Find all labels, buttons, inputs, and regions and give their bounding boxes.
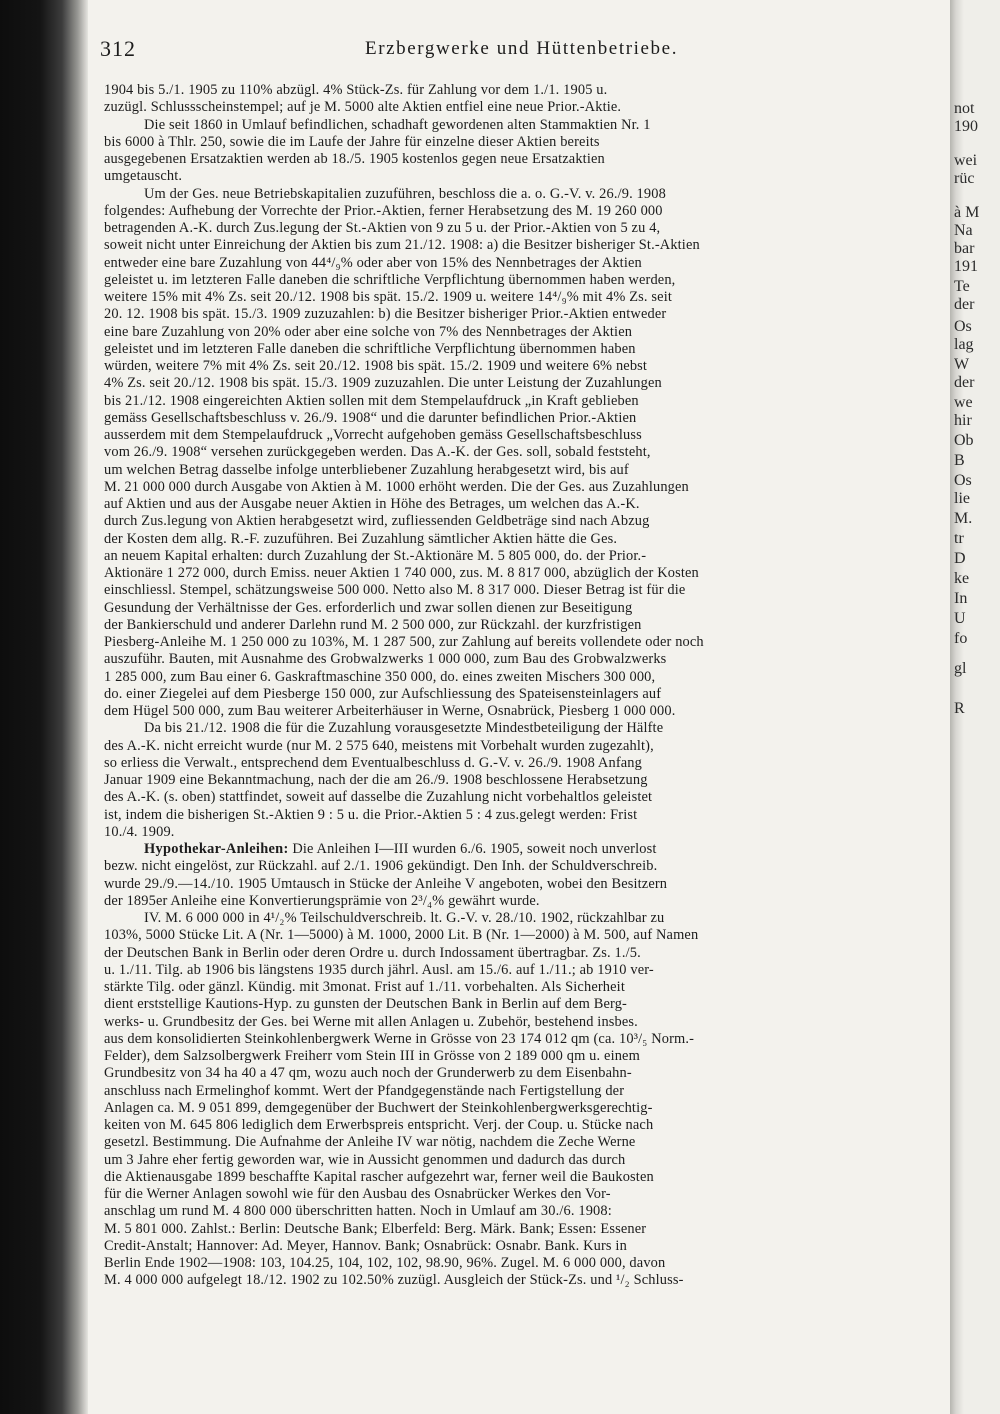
text-line: folgendes: Aufhebung der Vorrechte der Prior.-Aktien, ferner Herabsetzung des M. 19 260 000: [104, 202, 663, 219]
margin-fragment: bar: [954, 240, 975, 257]
margin-fragment: hir: [954, 412, 972, 429]
margin-fragment: Os: [954, 318, 972, 335]
text-line: durch Zus.legung von Aktien herabgesetzt wird, zufliessenden Geldbeträge sind nach Abzug: [104, 513, 650, 530]
text-line: der Bankierschuld und anderer Darlehn rund M. 2 500 000, zur Rückzahl. der kurzfristigen: [104, 616, 642, 633]
text-line: ausserdem mit dem Stempelaufdruck „Vorrecht aufgehoben gemäss Gesellschaftsbeschluss: [104, 427, 642, 443]
text-line: Piesberg-Anleihe M. 1 250 000 zu 103%, M. 1 287 500, zur Zahlung auf bereits vollendete oder noch: [104, 634, 704, 650]
margin-fragment: 190: [954, 118, 978, 135]
text-line: umgetauscht.: [104, 168, 183, 185]
text-line: [104, 841, 896, 858]
margin-fragment: tr: [954, 530, 964, 547]
margin-fragment: M.: [954, 510, 973, 527]
text-line: Gesundung der Verhältnisse der Ges. erforderlich und zwar sollen dienen zur Beseitigung: [104, 599, 633, 616]
text-line: entweder eine bare Zuzahlung von 44⁴/₉% oder aber von 15% des Nennbetrages der Aktien: [104, 254, 642, 271]
text-line: des A.-K. (s. oben) stattfindet, soweit auf dasselbe die Zuzahlung nicht vorbehaltlos geleistet: [104, 789, 653, 806]
text-line: bis 6000 à Thlr. 250, sowie die im Laufe der Jahre für einzelne dieser Aktien bereits: [104, 133, 600, 150]
text-line: stärkte Tilg. oder gänzl. Kündig. mit 3monat. Frist auf 1./11. vorbehalten. Als Sicherheit: [104, 979, 625, 995]
text-line: soweit nicht unter Einreichung der Aktien bis zum 21./12. 1908: a) die Besitzer bisheriger St.-Aktien: [104, 237, 700, 254]
margin-fragment: R: [954, 700, 965, 717]
margin-fragment: lag: [954, 336, 974, 353]
text-line: eine bare Zuzahlung von 20% oder aber eine solche von 7% des Nennbetrages der Aktien: [104, 323, 633, 340]
text-line: Grundbesitz von 34 ha 40 a 47 qm, wozu auch noch der Grunderwerb zu dem Eisenbahn-: [104, 1065, 632, 1082]
text-line: Anlagen ca. M. 9 051 899, demgegenüber der Buchwert der Steinkohlenbergwerksgerechtig-: [104, 1099, 653, 1116]
text-line: IV. M. 6 000 000 in 4¹/₂% Teilschuldverschreib. lt. G.-V. v. 28./10. 1902, rückzahlbar zu: [144, 910, 665, 926]
section-heading: Hypothekar-Anleihen:: [144, 841, 289, 857]
text-line: zuzügl. Schlussscheinstempel; auf je M. 5000 alte Aktien entfiel eine neue Prior.-Aktie.: [104, 99, 622, 116]
text-line: Berlin Ende 1902—1908: 103, 104.25, 104, 102, 102, 98.90, 96%. Zugel. M. 6 000 000, davon: [104, 1255, 666, 1271]
text-line: u. 1./11. Tilg. ab 1906 bis längstens 1935 durch jährl. Ausl. am 15./6. auf 1./11.; ab 1910 ver-: [104, 961, 654, 978]
margin-fragment: B: [954, 452, 965, 469]
text-line: 4% Zs. seit 20./12. 1908 bis spät. 15./3. 1909 zuzuzahlen. Die unter Leistung der Zuzahlungen: [104, 375, 662, 392]
margin-fragment: ke: [954, 570, 970, 587]
paragraph: [104, 117, 896, 186]
margin-fragment: not: [954, 100, 975, 117]
text-line: dient erststellige Kautions-Hyp. zu gunsten der Deutschen Bank in Berlin auf dem Berg-: [104, 996, 627, 1013]
margin-fragment: à M: [954, 204, 980, 221]
text-line: 1904 bis 5./1. 1905 zu 110% abzügl. 4% Stück-Zs. für Zahlung vor dem 1./1. 1905 u.: [104, 82, 608, 98]
text-line: do. einer Ziegelei auf dem Piesberge 150 000, zur Aufschliessung des Spateisensteinlagers auf: [104, 685, 662, 702]
margin-fragment: Ob: [954, 432, 974, 449]
text-line: um welchen Betrag dasselbe infolge unterbliebener Zuzahlung herabgesetzt wird, bis auf: [104, 461, 629, 478]
text-line: auszuführ. Bauten, mit Ausnahme des Grobwalzwerks 1 000 000, zum Bau des Grobwalzwerks: [104, 651, 667, 668]
text-line: der 1895er Anleihe eine Konvertierungsprämie von 2³/₄% gewährt wurde.: [104, 892, 540, 909]
text-line-content: Die Anleihen I—III wurden 6./6. 1905, soweit noch unverlost: [288, 841, 657, 857]
text-line: um 3 Jahre eher fertig geworden war, wie in Aussicht genommen und dadurch das durch: [104, 1151, 626, 1168]
running-title: Erzbergwerke und Hüttenbetriebe.: [365, 38, 679, 59]
text-line: gesetzl. Bestimmung. Die Aufnahme der Anleihe IV war nötig, nachdem die Zeche Werne: [104, 1134, 636, 1151]
margin-fragment: rüc: [954, 170, 975, 187]
margin-fragment: In: [954, 590, 968, 607]
text-line: bis 21./12. 1908 eingereichten Aktien sollen mit dem Stempelaufdruck „in Kraft geblieben: [104, 392, 639, 409]
text-line: 10./4. 1909.: [104, 823, 175, 840]
text-line: Credit-Anstalt; Hannover: Ad. Meyer, Hannov. Bank; Osnabrück: Osnabr. Bank. Kurs in: [104, 1237, 627, 1254]
text-line: gemäss Gesellschaftsbeschluss v. 26./9. 1908“ und die darunter befindlichen Prior.-Aktien: [104, 409, 637, 426]
paragraph: [104, 720, 896, 841]
text-line: betragenden A.-K. durch Zus.legung der St.-Aktien von 9 zu 5 u. der Prior.-Aktien von 5 zu 4,: [104, 220, 661, 236]
text-line: der Deutschen Bank in Berlin oder deren Ordre u. durch Indossament übertragbar. Zs. 1./5.: [104, 944, 641, 961]
text-line: der Kosten dem allg. R.-F. zuzuführen. Bei Zuzahlung sämtlicher Aktien hätte die Ges.: [104, 530, 618, 547]
text-line: Um der Ges. neue Betriebskapitalien zuzuführen, beschloss die a. o. G.-V. v. 26./9. 1908: [144, 185, 666, 202]
page-number: 312: [100, 36, 136, 61]
text-line: geleistet und im letzteren Falle daneben die schriftliche Verpflichtung übernommen haben: [104, 340, 636, 357]
text-line: werks- u. Grundbesitz der Ges. bei Werne mit allen Anlagen u. Zubehör, bestehend insbes.: [104, 1013, 638, 1030]
text-line: geleistet u. im letzteren Falle daneben die schriftliche Verpflichtung übernommen haben werden,: [104, 271, 676, 288]
text-line: vom 26./9. 1908“ versehen zurückgegeben werden. Das A.-K. der Ges. soll, sobald feststeht,: [104, 444, 651, 461]
margin-fragment: U: [954, 610, 966, 627]
text-line: für die Werner Anlagen sowohl wie für den Ausbau des Osnabrücker Werkes den Vor-: [104, 1186, 611, 1202]
margin-fragment: W: [954, 356, 970, 373]
margin-fragment: 191: [954, 258, 978, 275]
text-line: so erliess die Verwalt., entsprechend dem Eventualbeschluss d. G.-V. v. 26./9. 1908 Anfang: [104, 754, 642, 771]
text-line: des A.-K. nicht erreicht wurde (nur M. 2 575 640, meistens mit Vorbehalt wurden zugezahlt),: [104, 737, 654, 754]
text-line: anschlag um rund M. 4 800 000 überschritten hatten. Noch in Umlauf am 30./6. 1908:: [104, 1203, 612, 1220]
margin-fragment: der: [954, 374, 975, 391]
text-line: anschluss nach Ermelinghof kommt. Wert der Pfandgegenstände nach Fertigstellung der: [104, 1082, 625, 1099]
text-line: 103%, 5000 Stücke Lit. A (Nr. 1—5000) à M. 1000, 2000 Lit. B (Nr. 1—2000) à M. 500, auf Namen: [104, 927, 699, 944]
text-line: weitere 15% mit 4% Zs. seit 20./12. 1908 bis spät. 15./2. 1909 u. weitere 14⁴/₉% mit 4% Zs. seit: [104, 289, 673, 305]
text-line: Januar 1909 eine Bekanntmachung, nach der die am 26./9. 1908 beschlossene Herabsetzung: [104, 772, 648, 788]
next-page-edge: [950, 0, 1000, 1414]
text-line: ausgegebenen Ersatzaktien werden ab 18./5. 1905 kostenlos gegen neue Ersatzaktien: [104, 151, 605, 167]
text-line: M. 4 000 000 aufgelegt 18./12. 1902 zu 102.50% zuzügl. Ausgleich der Stück-Zs. und ¹/₂ Schluss-: [104, 1272, 684, 1289]
margin-fragment: lie: [954, 490, 970, 507]
margin-fragment: wei: [954, 152, 978, 169]
text-line: ist, indem die bisherigen St.-Aktien 9 : 5 u. die Prior.-Aktien 5 : 4 zus.gelegt werden: Frist: [104, 806, 638, 823]
text-line: einschliessl. Stempel, schätzungsweise 500 000. Netto also M. 8 317 000. Dieser Betrag ist für die: [104, 582, 686, 599]
text-line: dem Hügel 500 000, zum Bau weiterer Arbeiterhäuser in Werne, Osnabrück, Piesberg 1 000 000.: [104, 703, 676, 719]
paragraph: [104, 910, 896, 1290]
text-line: an neuem Kapital erhalten: durch Zuzahlung der St.-Aktionäre M. 5 805 000, do. der Prior.-: [104, 547, 647, 564]
paragraph: [104, 82, 896, 117]
page-header: [100, 36, 930, 64]
text-line: die Aktienausgabe 1899 beschaffte Kapital rascher aufgezehrt war, ferner weil die Baukosten: [104, 1168, 654, 1185]
paragraph: [104, 841, 896, 910]
text-line: keiten von M. 645 806 lediglich dem Erwerbspreis entspricht. Verj. der Coup. u. Stücke nach: [104, 1117, 654, 1133]
text-line: Die seit 1860 in Umlauf befindlichen, schadhaft gewordenen alten Stammaktien Nr. 1: [144, 116, 651, 133]
text-line: Da bis 21./12. 1908 die für die Zuzahlung vorausgesetzte Mindestbeteiligung der Hälfte: [144, 720, 664, 737]
text-line: Felder), dem Salzsolbergwerk Freiherr vom Stein III in Grösse von 2 189 000 qm u. einem: [104, 1048, 640, 1064]
book-binding-shadow: [0, 0, 88, 1414]
margin-fragment: der: [954, 296, 975, 313]
text-line: 20. 12. 1908 bis spät. 15./3. 1909 zuzuzahlen: b) die Besitzer bisheriger Prior.-Aktien entweder: [104, 306, 667, 323]
text-line: 1 285 000, zum Bau einer 6. Gaskraftmaschine 350 000, do. eines zweiten Mischers 300 000,: [104, 668, 656, 685]
text-line: bezw. nicht eingelöst, zur Rückzahl. auf 2./1. 1906 gekündigt. Den Inh. der Schuldverschreib.: [104, 858, 658, 875]
margin-fragment: D: [954, 550, 966, 567]
text-line: M. 5 801 000. Zahlst.: Berlin: Deutsche Bank; Elberfeld: Berg. Märk. Bank; Essen: Essener: [104, 1220, 647, 1237]
text-line: auf Aktien und aus der Ausgabe neuer Aktien in Höhe des Betrages, um welchen das A.-K.: [104, 496, 640, 512]
margin-fragment: Te: [954, 278, 970, 295]
text-line: würden, weitere 7% mit 4% Zs. seit 20./12. 1908 bis spät. 15./2. 1909 und weitere 6% nebst: [104, 358, 648, 374]
margin-fragment: Os: [954, 472, 972, 489]
paragraph: [104, 186, 896, 721]
text-line: M. 21 000 000 durch Ausgabe von Aktien à M. 1000 erhöht werden. Die der Ges. aus Zuzahlungen: [104, 478, 689, 495]
margin-fragment: fo: [954, 630, 968, 647]
margin-fragment: gl: [954, 660, 967, 677]
text-line: Aktionäre 1 272 000, durch Emiss. neuer Aktien 1 740 000, zus. M. 8 817 000, abzüglich der Kosten: [104, 565, 699, 581]
margin-fragment: we: [954, 394, 973, 411]
margin-fragment: Na: [954, 222, 973, 239]
text-line: wurde 29./9.—14./10. 1905 Umtausch in Stücke der Anleihe V angeboten, wobei den Besitzern: [104, 875, 668, 892]
body-text: [104, 82, 896, 1290]
text-line: aus dem konsolidierten Steinkohlenbergwerk Werne in Grösse von 23 174 012 qm (ca. 10³/₅ Norm.-: [104, 1030, 695, 1047]
